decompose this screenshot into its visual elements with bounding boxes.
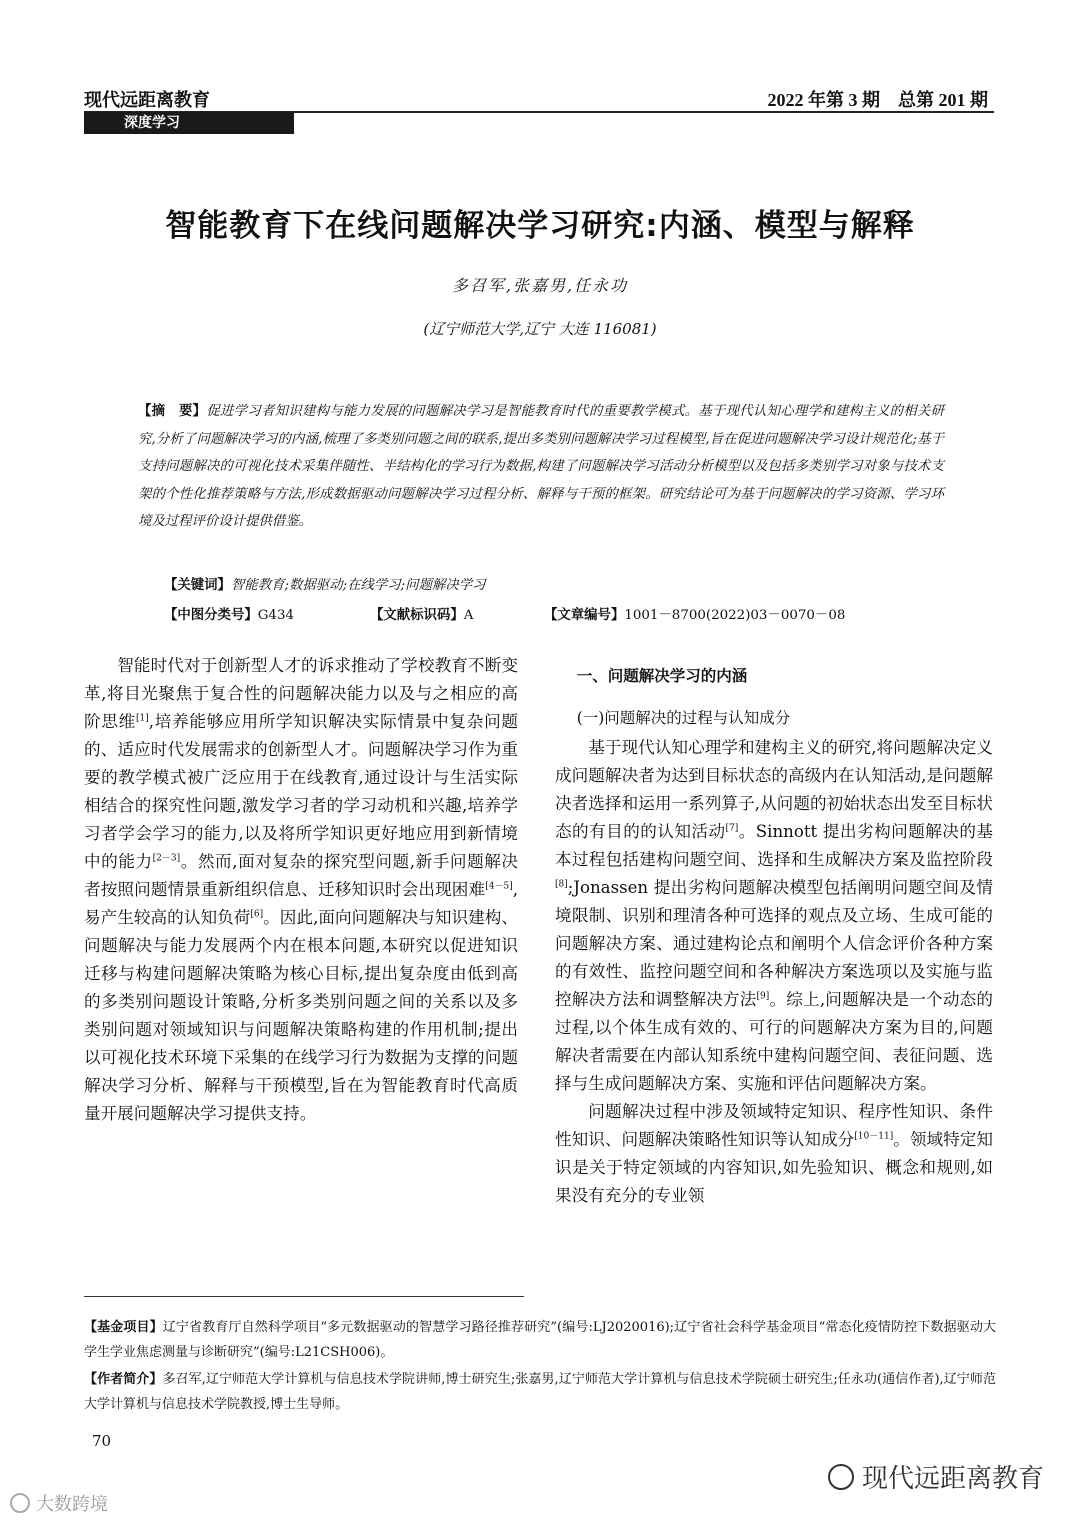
wechat-icon: [828, 1464, 854, 1490]
abstract-text: 促进学习者知识建构与能力发展的问题解决学习是智能教育时代的重要教学模式。基于现代认知心理学和建构主义的相关研究,分析了问题解决学习的内涵,梳理了多类别问题之间的联系,提出多类别问题解决学习过程模型,旨在促进问题解决学习设计规范化;基于支持问题解决的可视化技术采集伴随性、半结构化的学习行为数据,构建了问题解决学习活动分析模型以及包括多类别学习对象与技术支架的个性化推荐策略与方法,形成数据驱动问题解决学习过程分析、解释与干预的框架。研究结论可为基于问题解决的学习资源、学习环境及过程评价设计提供借鉴。: [138, 404, 944, 529]
fund-footnote: [84, 1316, 996, 1365]
clc-code: [164, 604, 370, 623]
journal-name: 现代远距离教育: [84, 90, 210, 111]
clc-value: G434: [257, 608, 294, 623]
section-tag: 深度学习: [84, 112, 294, 134]
authors: 多召军,张嘉男,任永功: [451, 276, 629, 295]
article-title: 智能教育下在线问题解决学习研究:内涵、模型与解释: [165, 208, 915, 244]
classification-row: [164, 604, 924, 623]
fund-label: 【基金项目】: [84, 1320, 163, 1335]
issue-info: 2022 年第 3 期 总第 201 期: [767, 90, 988, 110]
section-heading: 一、问题解决学习的内涵: [576, 667, 748, 685]
watermark-corner: [10, 1490, 108, 1516]
article-value: 1001－8700(2022)03－0070－08: [624, 608, 846, 623]
citation: [8]: [555, 879, 568, 890]
citation: [7]: [725, 823, 739, 834]
page-number: 70: [92, 1432, 112, 1450]
brand-icon: [10, 1493, 30, 1513]
subsection-heading: (一)问题解决的过程与认知成分: [576, 709, 791, 727]
doc-value: A: [463, 608, 474, 623]
citation: [4－5]: [485, 881, 513, 892]
affiliation: (辽宁师范大学,辽宁 大连 116081): [423, 320, 657, 338]
article-label: 【文章编号】: [544, 607, 625, 623]
footnote-rule: [84, 1296, 524, 1297]
fund-text: 辽宁省教育厅自然科学项目“多元数据驱动的智慧学习路径推荐研究”(编号:LJ2020016);辽宁省社会科学基金项目“常态化疫情防控下数据驱动大学生学业焦虑测量与诊断研究”(编号:L21CSH006)。: [84, 1320, 996, 1360]
body-left-column: [84, 652, 518, 1128]
citation: [10－11]: [854, 1131, 894, 1142]
doc-label: 【文献标识码】: [370, 607, 464, 623]
keywords-text: 智能教育;数据驱动;在线学习;问题解决学习: [230, 578, 486, 593]
author-text: 多召军,辽宁师范大学计算机与信息技术学院讲师,博士研究生;张嘉男,辽宁师范大学计算机与信息技术学院硕士研究生;任永功(通信作者),辽宁师范大学计算机与信息技术学院教授,博士生导师。: [84, 1372, 996, 1412]
abstract-label: 【摘 要】: [138, 403, 207, 419]
clc-label: 【中图分类号】: [164, 607, 258, 623]
citation: [9]: [756, 991, 770, 1002]
citation: [6]: [250, 909, 264, 920]
abstract: [138, 398, 944, 536]
body-right-column: [555, 652, 993, 1210]
paragraph: 问题解决过程中涉及领域特定知识、程序性知识、条件性知识、问题解决策略性知识等认知成分[10－11]。领域特定知识是关于特定领域的内容知识,如先验知识、概念和规则,如果没有充分的专业领: [555, 1102, 993, 1205]
watermark-corner-text: 大数跨境: [36, 1494, 108, 1515]
keywords-label: 【关键词】: [164, 577, 231, 593]
author-footnote: [84, 1368, 996, 1417]
paragraph: 智能时代对于创新型人才的诉求推动了学校教育不断变革,将目光聚焦于复合性的问题解决能力以及与之相应的高阶思维[1],培养能够应用所学知识解决实际情景中复杂问题的、适应时代发展需求的创新型人才。问题解决学习作为重要的教学模式被广泛应用于在线教育,通过设计与生活实际相结合的探究性问题,激发学习者的学习动机和兴趣,培养学习者学会学习的能力,以及将所学知识更好地应用到新情境中的能力[2－3]。然而,面对复杂的探究型问题,新手问题解决者按照问题情景重新组织信息、迁移知识时会出现困难[4－5],易产生较高的认知负荷[6]。因此,面向问题解决与知识建构、问题解决与能力发展两个内在根本问题,本研究以促进知识迁移与构建问题解决策略为核心目标,提出复杂度由低到高的多类别问题设计策略,分析多类别问题之间的关系以及多类别问题对领域知识与问题解决策略构建的作用机制;提出以可视化技术环境下采集的在线学习行为数据为支撑的问题解决学习分析、解释与干预模型,旨在为智能教育时代高质量开展问题解决学习提供支持。: [84, 656, 518, 1123]
article-number: [544, 604, 845, 623]
citation: [2－3]: [152, 853, 181, 864]
author-label: 【作者简介】: [84, 1372, 163, 1387]
watermark-main: [828, 1458, 1044, 1495]
paragraph: 基于现代认知心理学和建构主义的研究,将问题解决定义成问题解决者为达到目标状态的高级内在认知活动,是问题解决者选择和运用一系列算子,从问题的初始状态出发至目标状态的有目的的认知活动[7]。Sinnott 提出劣构问题解决的基本过程包括建构问题空间、选择和生成解决方案及监控阶段[8];Jonassen 提出劣构问题解决模型包括阐明问题空间及情境限制、识别和理清各种可选择的观点及立场、生成可能的问题解决方案、通过建构论点和阐明个人信念评价各种方案的有效性、监控问题空间和各种解决方案选项以及实施与监控解决方法和调整解决方法[9]。综上,问题解决是一个动态的过程,以个体生成有效的、可行的问题解决方案为目的,问题解决者需要在内部认知系统中建构问题空间、表征问题、选择与生成问题解决方案、实施和评估问题解决方案。: [555, 738, 994, 1093]
doc-code: [370, 604, 544, 623]
citation: [1]: [136, 713, 149, 724]
watermark-main-text: 现代远距离教育: [861, 1464, 1044, 1494]
keywords: [164, 574, 486, 593]
